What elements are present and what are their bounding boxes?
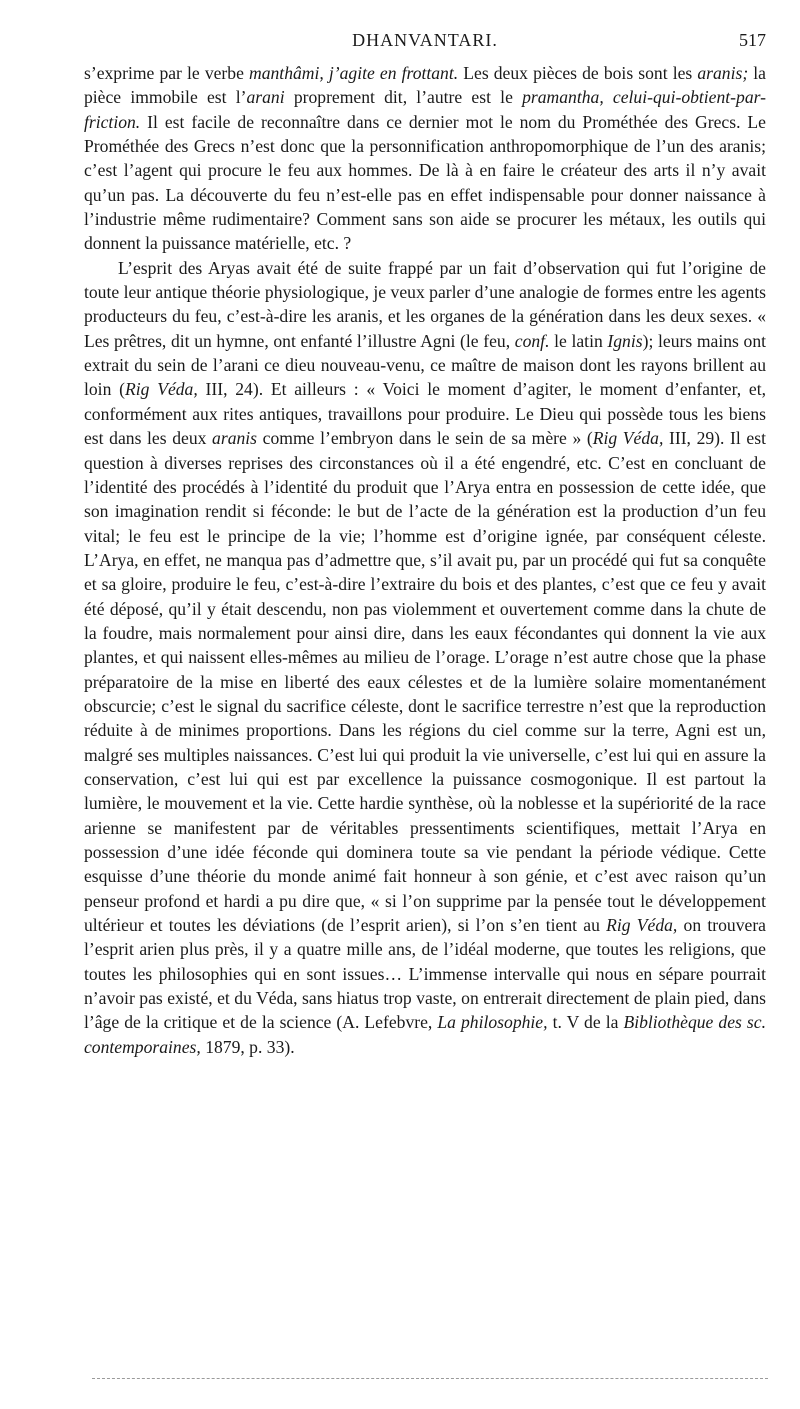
text-run: s’exprime par le verbe	[84, 63, 249, 83]
text-run: ); leurs mains ont extrait du sein de l’arani ce dieu nouveau-venu, ce maître de maison dont les rayons brillent au loin (	[84, 330, 766, 400]
page-number: 517	[739, 30, 766, 50]
text-run-italic: Ignis	[607, 330, 643, 351]
text-run: le latin	[549, 330, 608, 351]
text-run-italic: pramantha, celui-qui-obtient-par-friction.	[84, 87, 766, 132]
text-run-italic: Rig Véda,	[606, 915, 678, 936]
text-run-italic: aranis;	[697, 63, 749, 83]
paragraph-2	[84, 256, 766, 1059]
text-run: III, 24). Et ailleurs : « Voici le moment d’agiter, le moment d’enfanter, et, conformément aux rites antiques, travaillons pour produire. Le Dieu qui possède tous les biens est dans les deux	[84, 379, 766, 449]
running-head	[84, 30, 766, 56]
text-run-italic: Rig Véda,	[125, 379, 198, 400]
text-run: on trouvera l’esprit arien plus près, il y a quatre mille ans, de l’idéal moderne, que toutes les religions, que toutes les philosophies qui en sont issues… L’immense intervalle qui nous en sépare pourrait n’avoir pas existé, et du Véda, sans hiatus trop vaste, on entrerait directement de plain pied, dans l’âge de la critique et de la science (A. Lefebvre,	[84, 915, 766, 1033]
text-run: Il est facile de reconnaître dans ce dernier mot le nom du Prométhée des Grecs. Le Prométhée des Grecs n’est donc que la personnification anthropomorphique de l’un des aranis; c’est l’agent qui procure le feu aux hommes. De là à en faire le créateur des arts il n’y avait qu’un pas. La découverte du feu n’est-elle pas en effet indispensable pour donner naissance à l’industrie même rudimentaire? Comment sans son aide se procurer les métaux, les outils qui donnent la puissance matérielle, etc. ?	[84, 111, 766, 254]
text-run-italic: Rig Véda,	[592, 428, 664, 449]
text-run: 1879, p. 33).	[200, 1036, 295, 1057]
running-title: DHANVANTARI.	[352, 30, 498, 50]
text-run-italic: manthâmi, j’agite en frottant.	[249, 63, 459, 83]
text-run-italic: aranis	[212, 428, 258, 449]
footer-rule	[92, 1378, 768, 1379]
text-run-italic: arani	[246, 87, 285, 108]
text-run-italic: Bibliothèque des sc. contemporaines,	[84, 1012, 766, 1057]
text-run: Les deux pièces de bois sont les	[458, 63, 698, 83]
text-run: L’esprit des Aryas avait été de suite frappé par un fait d’observation qui fut l’origine de toute leur antique théorie physiologique, je veux parler d’une analogie de formes entre les agents producteurs du feu, c’est-à-dire les aranis, et les organes de la génération dans les deux sexes. « Les prêtres, dit un hymne, ont enfanté l’illustre Agni (le feu,	[84, 257, 766, 351]
body-text	[84, 61, 766, 1059]
paragraph-1	[84, 61, 766, 256]
text-run: comme l’embryon dans le sein de sa mère » (	[257, 428, 593, 449]
text-run-italic: conf.	[514, 330, 550, 351]
text-run: III, 29). Il est question à diverses reprises des circonstances où il a été engendré, etc. C’est en concluant de l’identité des procédés à l’identité du produit que l’Arya entra en possession de cette idée, que son imagination rendit si féconde: le but de l’acte de la génération est la production d’un feu vital; le feu est le principe de la vie; l’homme est d’origine ignée, par conséquent céleste. L’Arya, en effet, ne manqua pas d’admettre que, s’il avait pu, par un procédé qui fut sa conquête et sa gloire, produire le feu, c’est-à-dire l’extraire du bois et des plantes, c’est que ce feu y avait été déposé, qu’il y était descendu, non pas violemment et ouvertement comme dans la chute de la foudre, mais normalement pour ainsi dire, dans les eaux fécondantes qui donnent la vie aux plantes, et qui naissent elles-mêmes au milieu de l’orage. L’orage n’est autre chose que la phase préparatoire de la mise en liberté des eaux célestes et de la lumière solaire momentanément obscurcie; c’est le signal du sacrifice céleste, dont le sacrifice terrestre n’est que la reproduction réduite à de minimes proportions. Dans les régions du ciel comme sur la terre, Agni est un, malgré ses multiples naissances. C’est lui qui produit la vie universelle, c’est lui qui en assure la conservation, c’est lui qui est par excellence la puissance cosmogonique. Il est partout la lumière, le mouvement et la vie. Cette hardie synthèse, où la noblesse et la supériorité de la race arienne se manifestent par de véritables pressentiments scientifiques, mettait l’Arya en possession d’une idée féconde qui dominera toute sa vie pendant la période védique. Cette esquisse d’une théorie du monde animé fait honneur à son génie, et c’est avec raison qu’un penseur profond et hardi a pu dire que, « si l’on supprime par la pensée tout le développement ultérieur et toutes les déviations (de l’esprit arien), si l’on s’en tient au	[84, 428, 766, 936]
text-run-italic: La philosophie,	[437, 1012, 548, 1033]
text-run: t. V de la	[547, 1012, 624, 1033]
text-run: la pièce immobile est l’	[84, 63, 766, 108]
text-run: proprement dit, l’autre est le	[284, 87, 523, 108]
